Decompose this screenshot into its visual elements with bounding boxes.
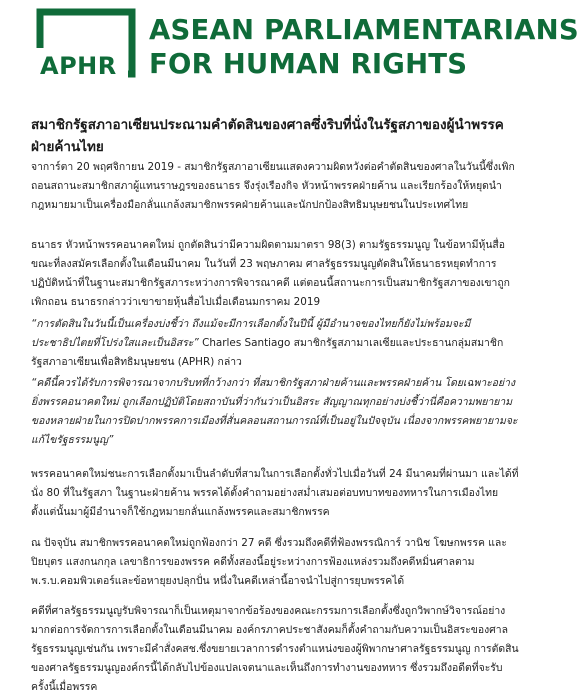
org-name — [149, 13, 579, 81]
paragraph: คดีที่ศาลรัฐธรรมนูญรับพิจารณาก็เป็นเหตุมาจากข้อร้องของคณะกรรมการเลือกตั้งซึ่งถูกวิพากษ์วิจารณ์อย่างมากต่อการจัดการการเลือกตั้งในเดือนมีนาคม องค์กรภาคประชาสังคมก็ตั้งคำถามกับความเป็นอิสระของศาลรัฐธรรมนูญเช่นกัน เพราะมีคำสั่งคสช.ซึ่งขยายเวลาการดำรงตำแหน่งของผู้พิพากษาศาลรัฐธรรมนูญ การตัดสินของศาลรัฐธรรมนูญองค์กรนี้ได้กลับไปข้องแปลเจตนาและเห็นถึงการทำงานของทหาร ซึ่งรวมถึงอดีตที่จะรับครั้งนี้เมื่อพรรค — [31, 605, 519, 693]
paragraph: พรรคอนาคตใหม่ชนะการเลือกตั้งมาเป็นลำดับที่สามในการเลือกตั้งทั่วไปเมื่อวันที่ 24 มีนาคมที่ผ่านมา และได้ที่นั่ง 80 ที่ในรัฐสภา ในฐานะฝ่ายค้าน พรรคได้ตั้งคำถามอย่างสม่ำเสมอต่อบทบาทของทหารในการเมืองไทยตั้งแต่นั้นมาผู้มีอำนาจก็ใช้กฎหมายกลั่นแกล้งพรรคและสมาชิกพรรค — [31, 468, 519, 518]
header — [0, 0, 579, 100]
quote-paragraph: “คดีนี้ควรได้รับการพิจารณาจากบริบทที่กว้างกว่า ที่สมาชิกรัฐสภาฝ่ายค้านและพรรคฝ่ายค้าน โดยเฉพาะอย่างยิ่งพรรคอนาคตใหม่ ถูกเลือกปฏิบัติโดยสถาบันที่ว่ากันว่าเป็นอิสระ สัญญาณทุกอย่างบ่งชี้ว่านี่คือความพยายามของหลายฝ่ายในการปิดปากพรรคการเมืองที่สั่นคลอนสถานการณ์ที่เป็นอยู่ในปัจจุบัน เนื่องจากพรรคพยายามจะแก้ไขรัฐธรรมนูญ” — [31, 377, 518, 446]
paragraph: จาการ์ตา 20 พฤศจิกายน 2019 - สมาชิกรัฐสภาอาเซียนแสดงความผิดหวังต่อคำตัดสินของศาลในวันนี้ซึ่งเพิกถอนสถานะสมาชิกสภาผู้แทนราษฎรของธนาธร จึงรุ่งเรืองกิจ หัวหน้าพรรคฝ่ายค้าน และเรียกร้องให้หยุดนำกฎหมายมาเป็นเครื่องมือกลั่นแกล้งสมาชิกพรรคฝ่ายค้านและนักปกป้องสิทธิมนุษยชนในประเทศไทย — [31, 161, 515, 211]
quote-attribution: Charles Santiago สมาชิกรัฐสภามาเลเซียและประธานกลุ่มสมาชิกรัฐสภาอาเซียนเพื่อสิทธิมนุษยชน (APHR) กล่าว — [31, 337, 504, 368]
paragraph: ธนาธร หัวหน้าพรรคอนาคตใหม่ ถูกตัดสินว่ามีความผิดตามมาตรา 98(3) ตามรัฐธรรมนูญ ในข้อหามีหุ้นสื่อขณะที่ลงสมัครเลือกตั้งในเดือนมีนาคม ในวันที่ 23 พฤษภาคม ศาลรัฐธรรมนูญตัดสินให้ธนาธรหยุดทำการปฏิบัติหน้าที่ในฐานะสมาชิกรัฐสภาระหว่างการพิจารณาคดี แต่ตอนนี้สถานะการเป็นสมาชิกรัฐสภาของเขาถูกเพิกถอน ธนาธรกล่าวว่าเขาขายหุ้นสื่อไปเมื่อเดือนมกราคม 2019 — [31, 239, 510, 308]
quote-paragraph — [31, 315, 519, 372]
logo-text: APHR — [40, 52, 117, 80]
paragraph: ณ ปัจจุบัน สมาชิกพรรคอนาคตใหม่ถูกฟ้องกว่า 27 คดี ซึ่งรวมถึงคดีที่ฟ้องพรรณิการ์ วานิช โฆษกพรรค และปิยบุตร แสงกนกกุล เลขาธิการของพรรค คดีทั้งสองนี้อยู่ระหว่างการฟ้องแหล่งรวมถึงคดีหมิ่นศาลตาม พ.ร.บ.คอมพิวเตอร์และข้อหายุยงปลุกปั่น หนึ่งในคดีเหล่านี้อาจนำไปสู่การยุบพรรคได้ — [31, 537, 507, 587]
quote-text: “การตัดสินในวันนี้เป็นเครื่องบ่งชี้ว่า ถึงแม้จะมีการเลือกตั้งในปีนี้ ผู้มีอำนาจของไทยก็ยังไม่พร้อมจะมีประชาธิปไตยที่โปร่งใสและเป็นอิสระ” — [31, 318, 471, 349]
org-name-line-2: FOR HUMAN RIGHTS — [149, 48, 468, 80]
org-name-line-1: ASEAN PARLIAMENTARIANS — [149, 14, 579, 46]
article — [31, 114, 519, 693]
article-title: สมาชิกรัฐสภาอาเซียนประณามคำตัดสินของศาลซึ่งริบที่นั่งในรัฐสภาของผู้นำพรรคฝ่ายค้านไทย — [31, 117, 504, 155]
